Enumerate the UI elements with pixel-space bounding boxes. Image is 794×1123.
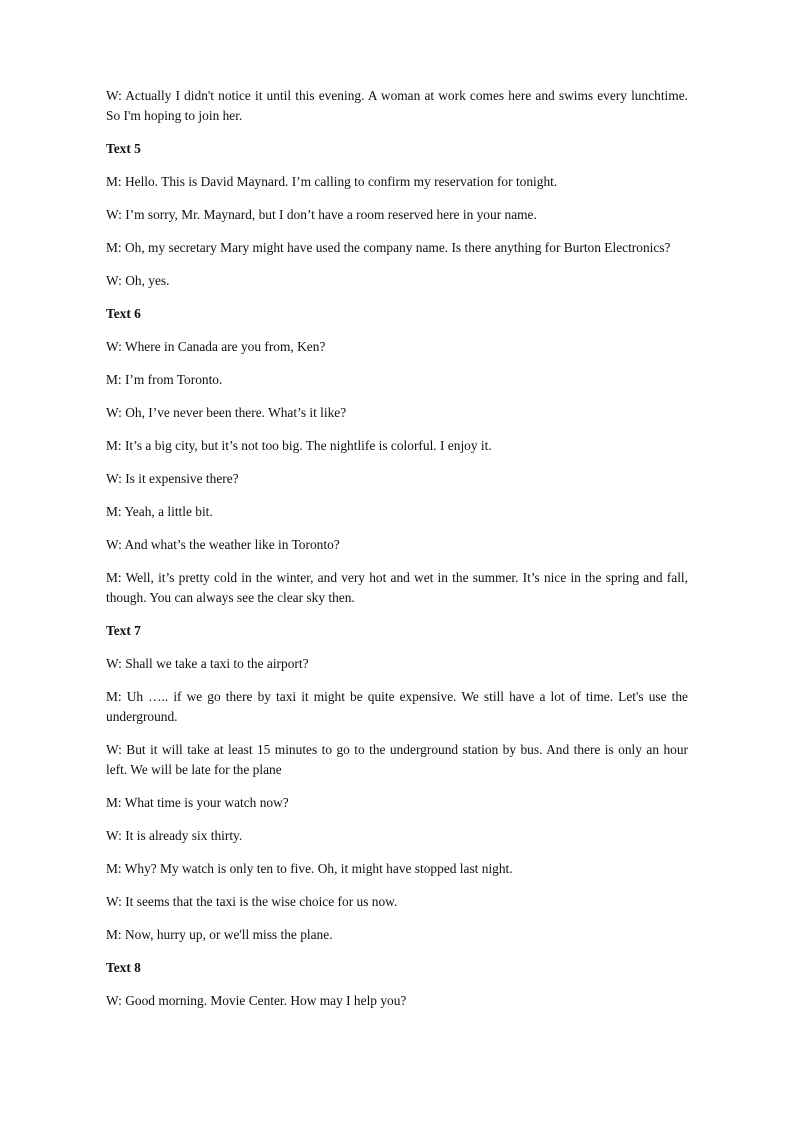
section-heading: Text 8 [106,960,141,975]
section-heading: Text 6 [106,306,141,321]
dialogue-line: W: Oh, yes. [106,273,170,288]
dialogue-line: W: Shall we take a taxi to the airport? [106,656,309,671]
dialogue-line: M: Hello. This is David Maynard. I’m calling to confirm my reservation for tonight. [106,174,558,189]
dialogue-line: M: Well, it’s pretty cold in the winter, and very hot and wet in the summer. It’s nice in the spring and fall, though. You can always see the clear sky then. [106,570,688,605]
dialogue-line: W: Oh, I’ve never been there. What’s it like? [106,405,347,420]
dialogue-line: M: Uh ….. if we go there by taxi it might be quite expensive. We still have a lot of time. Let's use the underground. [106,689,688,724]
section-heading: Text 7 [106,623,141,638]
dialogue-line: M: Why? My watch is only ten to five. Oh, it might have stopped last night. [106,861,513,876]
dialogue-line: W: But it will take at least 15 minutes to go to the underground station by bus. And there is only an hour left. We will be late for the plane [106,742,688,777]
dialogue-line: M: What time is your watch now? [106,795,289,810]
dialogue-line: W: Good morning. Movie Center. How may I help you? [106,993,407,1008]
dialogue-line: W: Is it expensive there? [106,471,239,486]
dialogue-line: M: Yeah, a little bit. [106,504,213,519]
dialogue-line: W: It seems that the taxi is the wise choice for us now. [106,894,398,909]
section-heading: Text 5 [106,141,141,156]
dialogue-line: W: I’m sorry, Mr. Maynard, but I don’t have a room reserved here in your name. [106,207,537,222]
dialogue-line: M: Now, hurry up, or we'll miss the plane. [106,927,333,942]
dialogue-line: M: It’s a big city, but it’s not too big. The nightlife is colorful. I enjoy it. [106,438,492,453]
dialogue-line: W: It is already six thirty. [106,828,243,843]
dialogue-line: W: Actually I didn't notice it until this evening. A woman at work comes here and swims every lunchtime. So I'm hoping to join her. [106,88,688,123]
dialogue-line: M: I’m from Toronto. [106,372,223,387]
dialogue-line: W: Where in Canada are you from, Ken? [106,339,326,354]
dialogue-line: W: And what’s the weather like in Toronto? [106,537,340,552]
dialogue-line: M: Oh, my secretary Mary might have used the company name. Is there anything for Burton Electronics? [106,240,671,255]
